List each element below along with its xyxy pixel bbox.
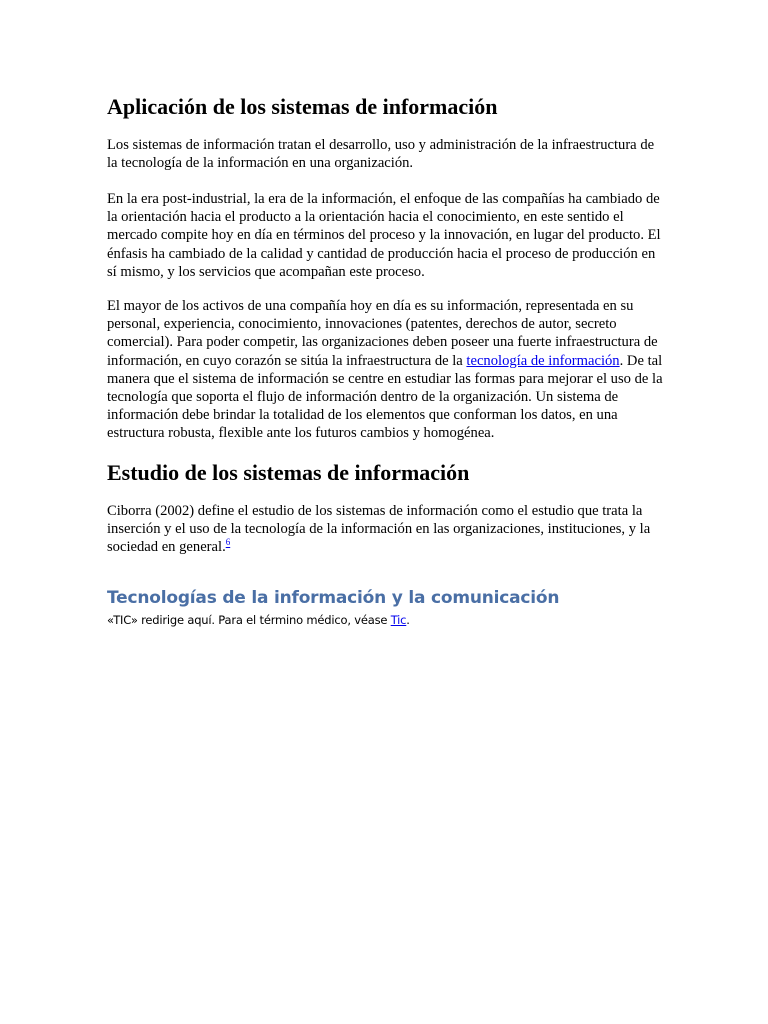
section-title-tic: Tecnologías de la información y la comunicación — [107, 588, 560, 608]
paragraph-intro: Los sistemas de información tratan el desarrollo, uso y administración de la infraestructura de la tecnología de la información en una organización. — [107, 137, 655, 172]
paragraph-ciborra-text: Ciborra (2002) define el estudio de los sistemas de información como el estudio que trata la inserción y el uso de la tecnología de la información en las organizaciones, instituciones, y la sociedad en general. — [107, 503, 651, 556]
section-title-estudio: Estudio de los sistemas de información — [107, 460, 470, 485]
link-tic[interactable]: Tic — [390, 613, 407, 627]
paragraph-activos-text-end: . De tal manera que el sistema de información se centre en estudiar las formas para mejorar el uso de la tecnología que soporta el flujo de información dentro de la organización. Un sistema de información debe brindar la totalidad de los elementos que conforman los datos, en una estructura robusta, flexible ante los futuros cambios y homogénea. — [107, 352, 663, 442]
paragraph-ciborra — [107, 502, 667, 557]
paragraph-activos — [107, 297, 667, 443]
link-tecnologia-de-informacion[interactable]: tecnología de información — [466, 352, 620, 369]
hatnote-text: «TIC» redirige aquí. Para el término médico, véase — [107, 613, 391, 627]
paragraph-post-industrial: En la era post-industrial, la era de la información, el enfoque de las compañías ha cambiado de la orientación hacia el producto a la orientación hacia el conocimiento, en este sentido el mercado compite hoy en día en términos del proceso y la innovación, en lugar del producto. El énfasis ha cambiado de la calidad y cantidad de producción hacia el proceso de producción en sí mismo, y los servicios que acompañan este proceso. — [107, 191, 661, 280]
footnote-ref-link[interactable]: 6 — [225, 537, 231, 548]
hatnote-period: . — [406, 613, 410, 627]
section-title-aplicacion: Aplicación de los sistemas de información — [107, 94, 498, 119]
paragraph-activos-text-start: El mayor de los activos de una compañía hoy en día es su información, representada en su personal, experiencia, conocimiento, innovaciones (patentes, derechos de autor, secreto comercial). Para poder competir, las organizaciones deben poseer una fuerte infraestructura de información, en cuyo corazón se sitúa la infraestructura de la — [107, 298, 658, 369]
hatnote-tic — [107, 612, 410, 628]
